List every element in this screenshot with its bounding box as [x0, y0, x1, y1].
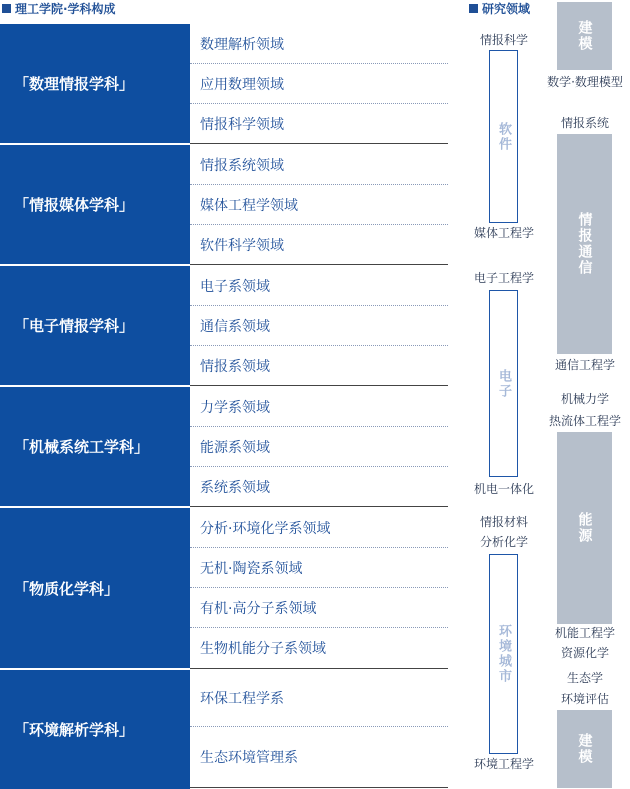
research-label: 情报系统 — [560, 116, 609, 130]
field-row: 数理解析领域 — [190, 24, 448, 64]
research-label: 生态学 — [566, 671, 603, 685]
field-row: 情报系统领域 — [190, 145, 448, 185]
research-box-environment-city — [489, 554, 518, 754]
research-label: 资源化学 — [560, 646, 609, 660]
research-box-label: 软件 — [496, 121, 511, 152]
research-box-label: 环境城市 — [496, 624, 511, 684]
research-box-software — [489, 50, 518, 223]
research-label: 数学·数理模型 — [547, 75, 623, 89]
header-departments — [2, 0, 116, 17]
research-label: 媒体工程学 — [473, 226, 534, 240]
header-research — [469, 0, 530, 17]
field-row: 情报科学领域 — [190, 104, 448, 144]
field-row: 有机·高分子系领域 — [190, 588, 448, 628]
field-row: 软件科学领域 — [190, 225, 448, 265]
research-box-info-communication — [557, 134, 612, 354]
field-row: 生态环境管理系 — [190, 727, 448, 788]
field-row: 无机·陶瓷系领域 — [190, 548, 448, 588]
field-row: 力学系领域 — [190, 387, 448, 427]
field-row: 通信系领域 — [190, 306, 448, 346]
department-mechanical-systems: 「机械系统工学科」 — [0, 387, 190, 506]
research-label: 分析化学 — [479, 535, 528, 549]
research-label: 环境工程学 — [473, 757, 534, 771]
research-box-label: 电子 — [496, 368, 511, 399]
research-box-electronics — [489, 290, 518, 477]
department-info-media: 「情报媒体学科」 — [0, 145, 190, 264]
research-label: 情报科学 — [479, 33, 528, 47]
field-row: 应用数理领域 — [190, 64, 448, 104]
research-label: 环境评估 — [560, 692, 609, 706]
research-box-label: 建模 — [576, 20, 593, 52]
research-label: 机能工程学 — [554, 626, 615, 640]
research-box-energy — [557, 432, 612, 624]
header-departments-text: 理工学院·学科构成 — [15, 2, 116, 16]
department-environment-analysis: 「环境解析学科」 — [0, 670, 190, 789]
department-electronic-info: 「电子情报学科」 — [0, 266, 190, 385]
research-label: 通信工程学 — [554, 358, 615, 372]
field-row: 电子系领域 — [190, 266, 448, 306]
field-row: 分析·环境化学系领域 — [190, 508, 448, 548]
research-label: 机电一体化 — [473, 482, 534, 496]
research-box-label: 情报通信 — [576, 212, 593, 276]
field-row: 系统系领域 — [190, 467, 448, 507]
field-row: 环保工程学系 — [190, 670, 448, 727]
research-label: 机械力学 — [560, 392, 609, 406]
header-research-text: 研究领域 — [482, 2, 531, 16]
department-math-info: 「数理情报学科」 — [0, 24, 190, 143]
department-material-chemistry: 「物质化学科」 — [0, 508, 190, 668]
field-row: 媒体工程学领域 — [190, 185, 448, 225]
research-label: 电子工程学 — [473, 271, 534, 285]
square-bullet-icon — [469, 4, 478, 13]
research-box-label: 建模 — [576, 733, 593, 765]
research-box-modeling — [557, 2, 612, 70]
research-box-modeling-2 — [557, 710, 612, 788]
field-row: 能源系领域 — [190, 427, 448, 467]
research-label: 情报材料 — [479, 515, 528, 529]
field-row: 情报系领域 — [190, 346, 448, 386]
field-row: 生物机能分子系领域 — [190, 628, 448, 669]
research-label: 热流体工程学 — [548, 414, 621, 428]
research-box-label: 能源 — [576, 512, 593, 544]
square-bullet-icon — [2, 4, 11, 13]
